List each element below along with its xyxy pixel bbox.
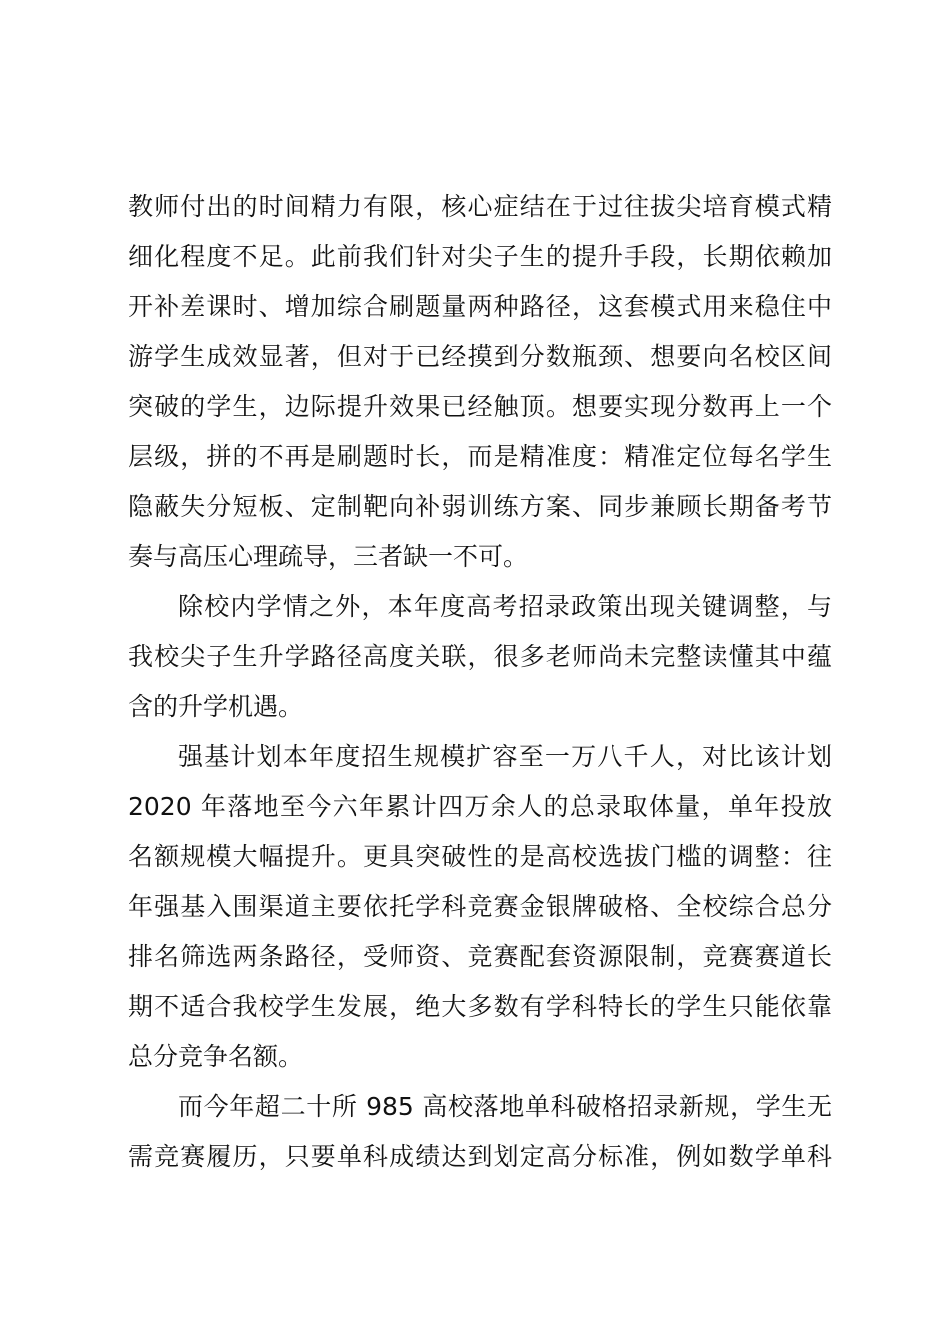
text-line: 突破的学生，边际提升效果已经触顶。想要实现分数再上一个 bbox=[128, 392, 832, 421]
paragraph-first-line: 除校内学情之外，本年度高考招录政策出现关键调整，与 bbox=[178, 592, 832, 621]
text-line: 2020 年落地至今六年累计四万余人的总录取体量，单年投放 bbox=[128, 792, 832, 821]
text-line: 总分竞争名额。 bbox=[128, 1042, 304, 1071]
text-line: 含的升学机遇。 bbox=[128, 692, 304, 721]
text-line: 排名筛选两条路径，受师资、竞赛配套资源限制，竞赛赛道长 bbox=[128, 942, 832, 971]
paragraph-first-line: 强基计划本年度招生规模扩容至一万八千人，对比该计划 bbox=[178, 742, 832, 771]
paragraph-first-line: 而今年超二十所 985 高校落地单科破格招录新规，学生无 bbox=[178, 1092, 832, 1121]
text-line: 教师付出的时间精力有限，核心症结在于过往拔尖培育模式精 bbox=[128, 192, 832, 221]
text-line: 期不适合我校学生发展，绝大多数有学科特长的学生只能依靠 bbox=[128, 992, 832, 1021]
text-line: 细化程度不足。此前我们针对尖子生的提升手段，长期依赖加 bbox=[128, 242, 832, 271]
text-line: 需竞赛履历，只要单科成绩达到划定高分标准，例如数学单科 bbox=[128, 1142, 832, 1171]
text-line: 隐蔽失分短板、定制靶向补弱训练方案、同步兼顾长期备考节 bbox=[128, 492, 832, 521]
text-line: 开补差课时、增加综合刷题量两种路径，这套模式用来稳住中 bbox=[128, 292, 832, 321]
text-line: 层级，拼的不再是刷题时长，而是精准度：精准定位每名学生 bbox=[128, 442, 832, 471]
text-line: 年强基入围渠道主要依托学科竞赛金银牌破格、全校综合总分 bbox=[128, 892, 832, 921]
text-line: 奏与高压心理疏导，三者缺一不可。 bbox=[128, 542, 529, 571]
text-line: 名额规模大幅提升。更具突破性的是高校选拔门槛的调整：往 bbox=[128, 842, 832, 871]
text-line: 我校尖子生升学路径高度关联，很多老师尚未完整读懂其中蕴 bbox=[128, 642, 832, 671]
text-line: 游学生成效显著，但对于已经摸到分数瓶颈、想要向名校区间 bbox=[128, 342, 832, 371]
